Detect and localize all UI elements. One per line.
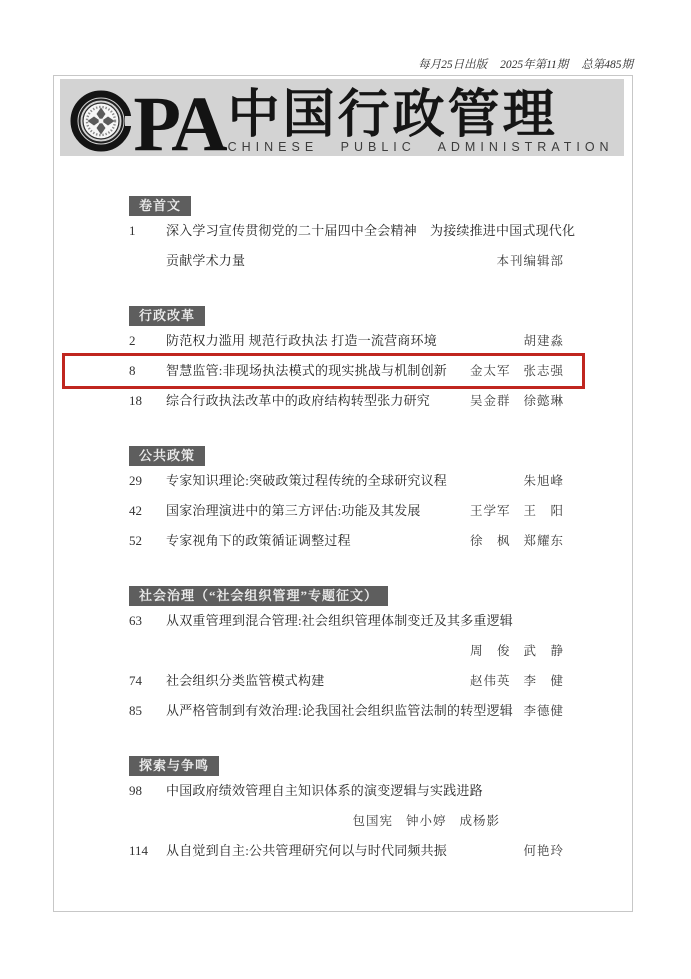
toc-row (129, 666, 564, 696)
page-number: 63 (129, 613, 142, 628)
page-number: 8 (129, 363, 136, 378)
author-name: 胡建淼 (523, 334, 564, 348)
page-number: 114 (129, 843, 149, 858)
section-badge-wrap (129, 446, 564, 466)
item-authors (523, 836, 564, 866)
toc-section (129, 446, 564, 556)
author-name: 何艳玲 (523, 844, 564, 858)
item-authors (470, 526, 564, 556)
masthead-band (60, 79, 624, 156)
author-name: 成杨影 (459, 814, 500, 828)
section-items (129, 326, 564, 416)
author-name: 王 阳 (523, 504, 564, 518)
item-authors (496, 246, 564, 276)
total-issue-number: 总第485期 (581, 59, 633, 71)
item-title: 从自觉到自主:公共管理研究何以与时代同频共振 (166, 843, 448, 858)
author-name: 钟小婷 (405, 814, 447, 828)
publication-schedule: 每月25日出版 (418, 59, 488, 71)
toc-row (129, 246, 564, 276)
toc-row (129, 466, 564, 496)
section-badge: 卷首文 (129, 196, 191, 216)
toc-row (129, 526, 564, 556)
page-number: 42 (129, 503, 142, 518)
toc-row (129, 606, 564, 636)
item-title: 专家视角下的政策循证调整过程 (166, 533, 351, 548)
item-title: 从双重管理到混合管理:社会组织管理体制变迁及其多重逻辑 (166, 613, 514, 628)
item-title: 国家治理演进中的第三方评估:功能及其发展 (166, 503, 421, 518)
item-authors (470, 386, 564, 416)
item-title: 防范权力滥用 规范行政执法 打造一流营商环境 (166, 333, 437, 348)
toc-row (129, 326, 564, 356)
toc-row (129, 496, 564, 526)
item-authors (470, 496, 564, 526)
page-number: 74 (129, 673, 142, 688)
section-badge: 探索与争鸣 (129, 756, 219, 776)
item-title: 中国政府绩效管理自主知识体系的演变逻辑与实践进路 (166, 783, 483, 798)
section-items (129, 216, 576, 276)
section-badge-wrap (129, 586, 564, 606)
item-authors (523, 326, 564, 356)
author-name: 赵伟英 (469, 674, 511, 688)
author-name: 张志强 (523, 364, 564, 378)
toc-section (129, 196, 576, 276)
item-authors (470, 666, 564, 696)
issue-number: 2025年第11期 (500, 59, 569, 71)
section-items (129, 776, 564, 866)
author-name: 周 俊 (469, 644, 511, 658)
section-badge-wrap (129, 306, 564, 326)
section-badge: 公共政策 (129, 446, 205, 466)
toc-row (129, 356, 564, 386)
item-authors (523, 696, 564, 726)
author-name: 武 静 (523, 644, 564, 658)
author-name: 徐 枫 (469, 534, 511, 548)
item-title: 深入学习宣传贯彻党的二十届四中全会精神 为接续推进中国式现代化 (166, 223, 576, 238)
page-number: 98 (129, 783, 142, 798)
masthead-acronym: PA (133, 80, 224, 156)
toc (54, 156, 632, 866)
author-name: 李 健 (523, 674, 564, 688)
item-title: 从严格管制到有效治理:论我国社会组织监管法制的转型逻辑 (166, 703, 514, 718)
author-name: 朱旭峰 (523, 474, 564, 488)
toc-section (129, 306, 564, 416)
section-badge: 社会治理（“社会组织管理”专题征文） (129, 586, 388, 606)
masthead (60, 80, 624, 156)
section-items (129, 466, 564, 556)
toc-row (129, 776, 564, 806)
cpa-seal-logo-icon (70, 90, 132, 152)
journal-title-chinese: 中国行政管理 (227, 87, 558, 144)
item-title: 社会组织分类监管模式构建 (166, 673, 325, 688)
page-number: 52 (129, 533, 142, 548)
toc-row (129, 636, 564, 666)
page-number: 1 (129, 223, 136, 238)
item-authors (470, 636, 564, 666)
section-badge-wrap (129, 756, 564, 776)
item-title: 贡献学术力量 (166, 253, 246, 268)
issue-info (418, 56, 633, 72)
author-name: 包国宪 (352, 814, 393, 828)
item-title: 综合行政执法改革中的政府结构转型张力研究 (166, 393, 431, 408)
item-title: 专家知识理论:突破政策过程传统的全球研究议程 (166, 473, 448, 488)
page-number: 18 (129, 393, 142, 408)
journal-page (53, 75, 633, 912)
item-authors (352, 806, 500, 836)
author-name: 金太军 (469, 364, 511, 378)
author-name: 吴金群 (469, 394, 511, 408)
author-name: 郑耀东 (523, 534, 564, 548)
item-authors (523, 466, 564, 496)
toc-row (129, 216, 576, 246)
author-name: 王学军 (469, 504, 511, 518)
page-number: 2 (129, 333, 136, 348)
author-name: 徐懿琳 (523, 394, 564, 408)
toc-row (129, 696, 564, 726)
toc-row (129, 806, 564, 836)
toc-row (129, 836, 564, 866)
toc-row (129, 386, 564, 416)
journal-title-english: CHINESE PUBLIC ADMINISTRATION (227, 140, 614, 154)
section-badge-wrap (129, 196, 564, 216)
toc-section (129, 586, 564, 726)
page-number: 29 (129, 473, 142, 488)
item-authors (470, 356, 564, 386)
author-name: 李德健 (523, 704, 564, 718)
author-name: 本刊编辑部 (496, 254, 564, 268)
section-badge: 行政改革 (129, 306, 205, 326)
item-title: 智慧监管:非现场执法模式的现实挑战与机制创新 (166, 363, 448, 378)
page-number: 85 (129, 703, 142, 718)
toc-section (129, 756, 564, 866)
section-items (129, 606, 564, 726)
